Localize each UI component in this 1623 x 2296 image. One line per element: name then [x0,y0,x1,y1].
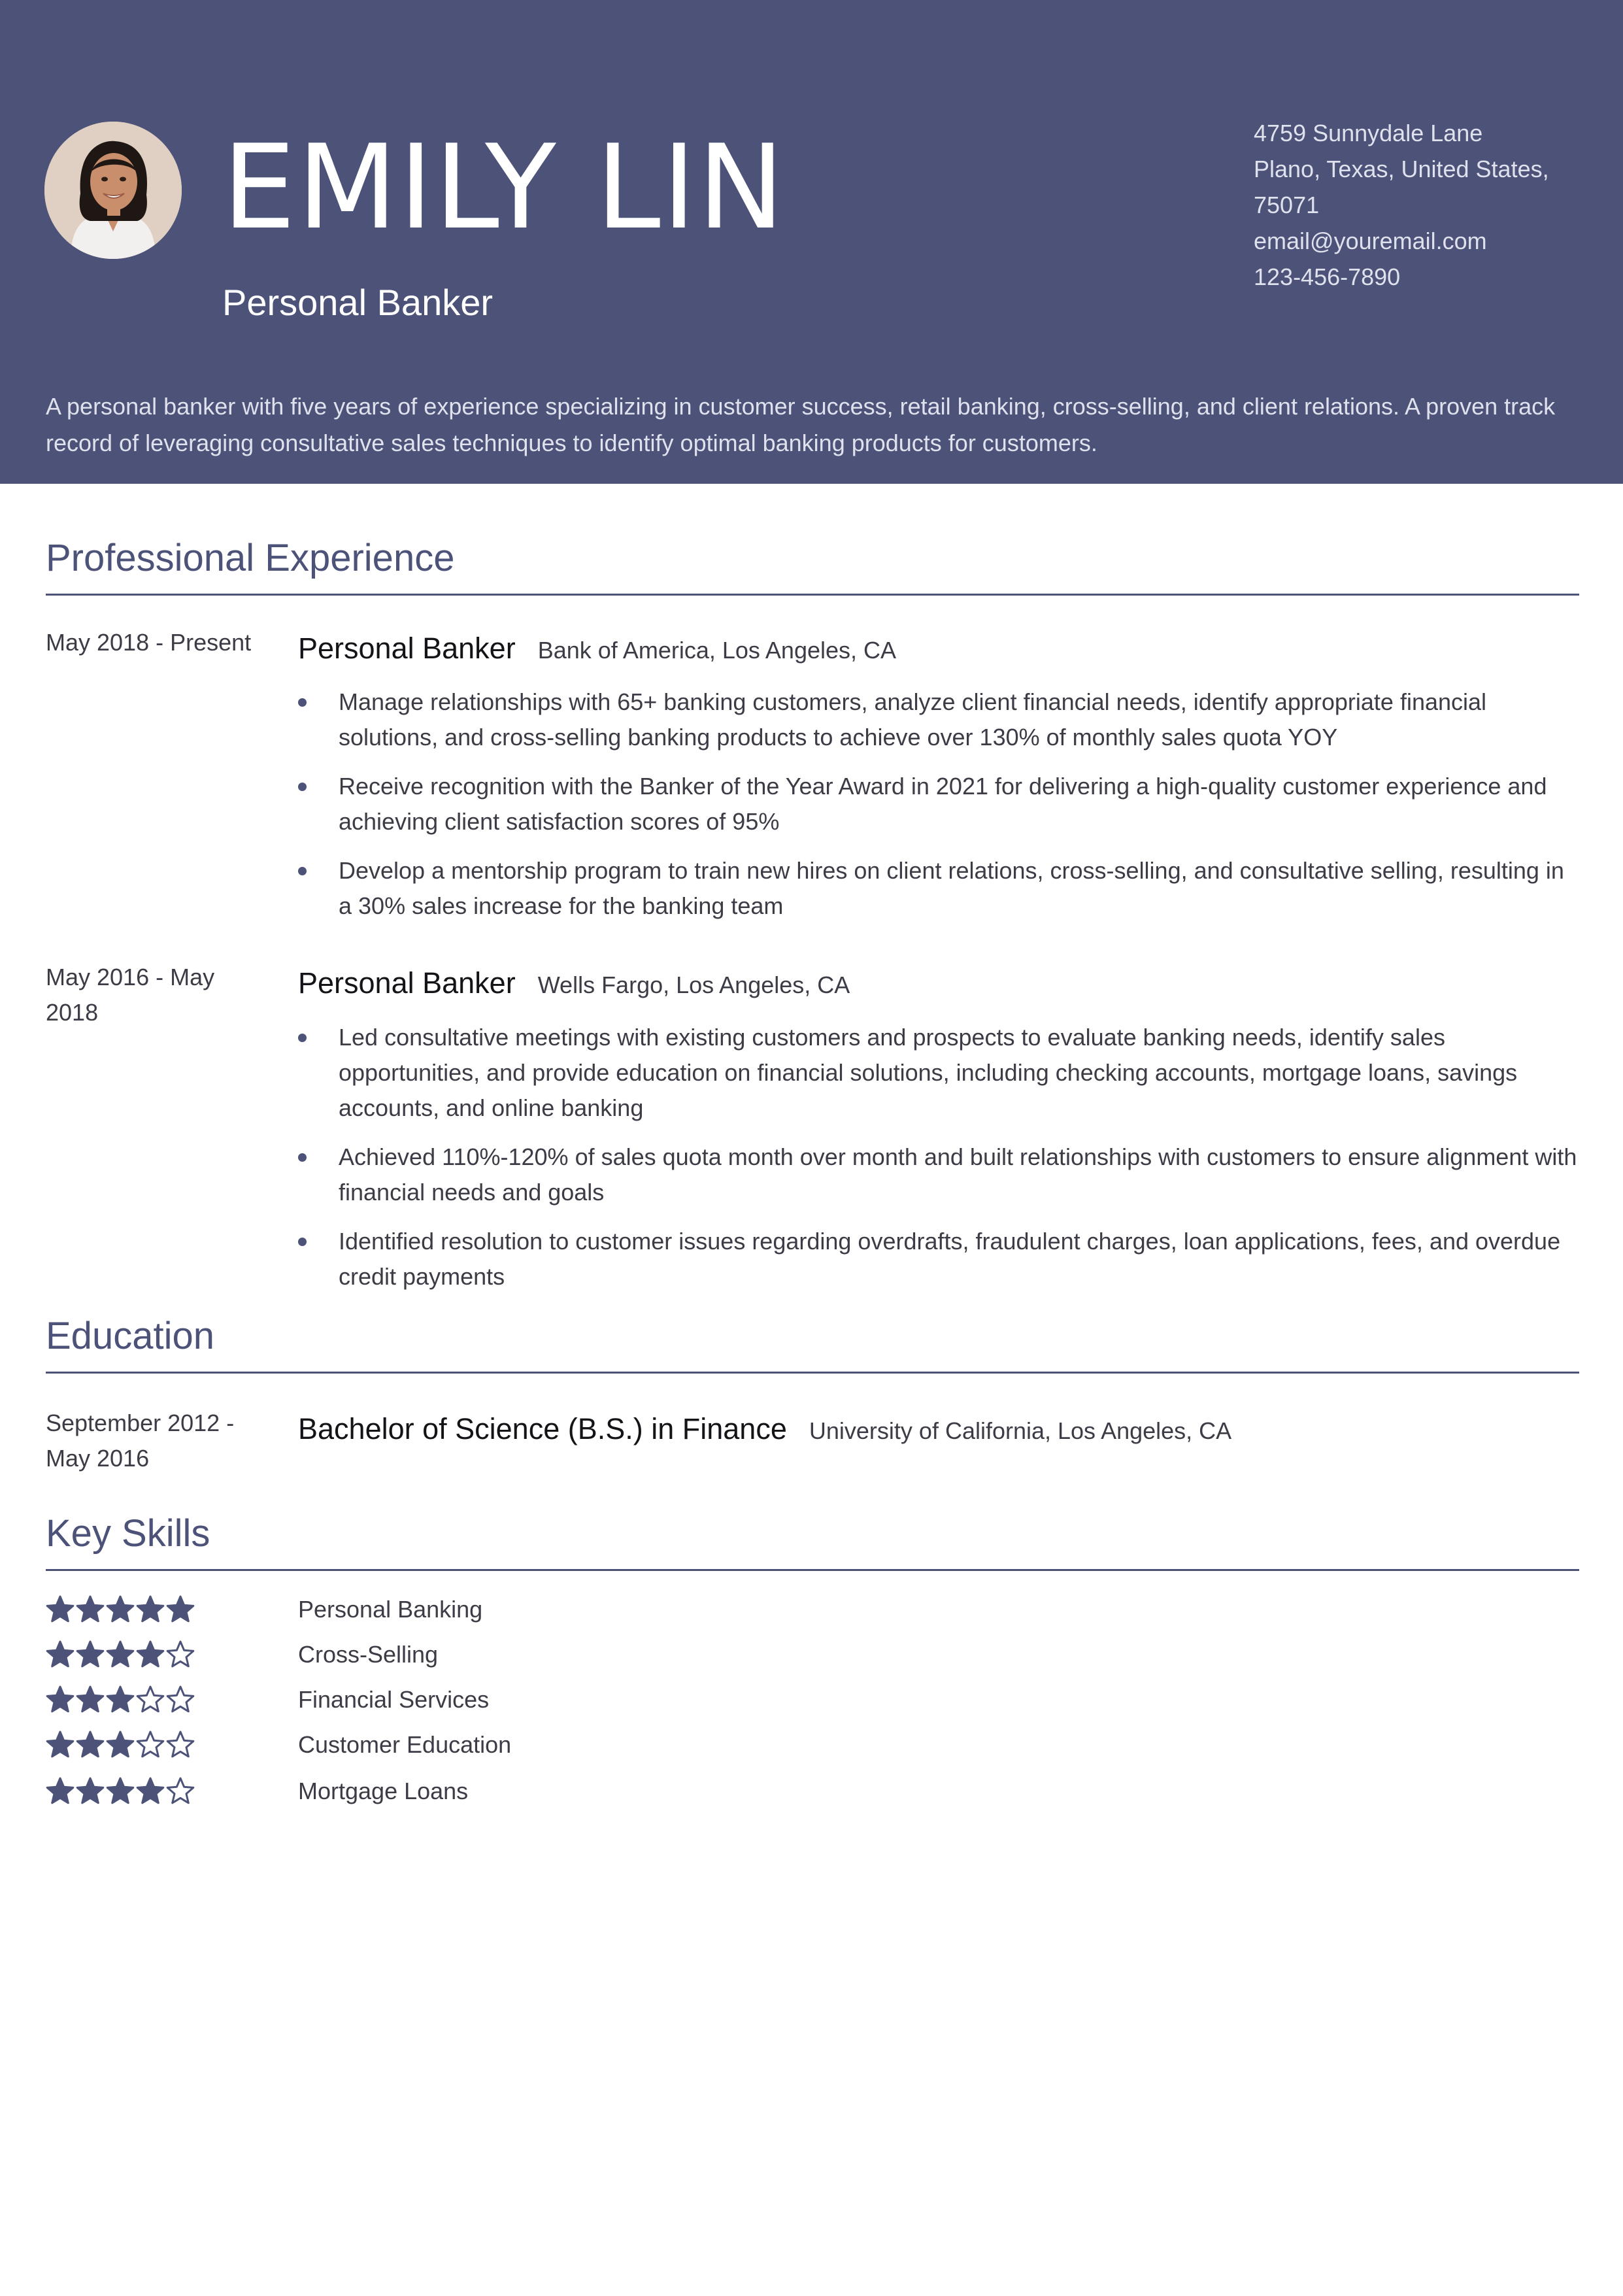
job-dates: May 2016 - May 2018 [46,964,215,1026]
star-filled-icon [46,1777,75,1806]
bullet-icon [298,783,307,791]
education-header [298,1410,1231,1451]
star-filled-icon [76,1640,105,1669]
skills-divider [46,1569,1579,1571]
skill-rating [46,1640,196,1669]
bullet-icon [298,1238,307,1246]
bullet-icon [298,1034,307,1042]
list-item [298,769,1579,839]
star-filled-icon [136,1640,165,1669]
list-item [298,684,1579,755]
star-filled-icon [136,1777,165,1806]
bullet-text: Led consultative meetings with existing customers and prospects to evaluate banking needs, identify sales opportunities, and provide education on financial solutions, including checking accounts, mortgage loans, savings accounts, and online banking [339,1024,1518,1121]
experience-divider [46,594,1579,596]
star-filled-icon [76,1685,105,1714]
skill-rating [46,1730,196,1759]
list-item [298,1140,1579,1210]
star-filled-icon [76,1777,105,1806]
bullet-text: Identified resolution to customer issues regarding overdrafts, fraudulent charges, loan applications, fees, and overdue credit payments [339,1228,1561,1290]
candidate-job-title: Personal Banker [222,282,494,323]
bullet-icon [298,1153,307,1162]
bullet-text: Achieved 110%-120% of sales quota month over month and built relationships with customers to ensure alignment with financial needs and goals [339,1143,1577,1206]
job-organization: Wells Fargo, Los Angeles, CA [537,971,850,998]
star-filled-icon [136,1595,165,1624]
skill-name: Personal Banking [298,1596,483,1623]
star-outline-icon [166,1730,195,1759]
star-filled-icon [106,1777,135,1806]
profile-summary: A personal banker with five years of experience specializing in customer success, retail banking, cross-selling, and client relations. A proven track record of leveraging consultative sales techniques to identify optimal banking products for customers. [46,393,1556,456]
degree-name: Bachelor of Science (B.S.) in Finance [298,1412,787,1445]
star-filled-icon [46,1685,75,1714]
star-filled-icon [106,1640,135,1669]
skill-row [46,1773,699,1812]
bullet-icon [298,698,307,707]
star-outline-icon [166,1777,195,1806]
star-filled-icon [106,1685,135,1714]
job-bullets [298,684,1579,937]
education-divider [46,1372,1579,1374]
list-item [298,1020,1579,1126]
bullet-icon [298,867,307,875]
education-dates: September 2012 - May 2016 [46,1410,235,1472]
skill-rating [46,1777,196,1806]
address-line-2: Plano, Texas, United States, [1254,156,1549,182]
person-portrait-icon [44,122,182,259]
star-filled-icon [106,1595,135,1624]
bullet-text: Receive recognition with the Banker of the Year Award in 2021 for delivering a high-quality customer experience and achieving client satisfaction scores of 95% [339,773,1547,835]
job-organization: Bank of America, Los Angeles, CA [537,637,897,664]
job-role: Personal Banker [298,632,516,665]
skill-row [46,1681,699,1721]
list-item [298,1224,1579,1294]
star-outline-icon [136,1730,165,1759]
star-filled-icon [106,1730,135,1759]
job-role: Personal Banker [298,966,516,1000]
skill-row [46,1727,699,1766]
skills-heading: Key Skills [46,1512,210,1555]
skill-name: Cross-Selling [298,1641,439,1668]
star-filled-icon [46,1640,75,1669]
experience-heading: Professional Experience [46,537,455,579]
skill-name: Customer Education [298,1731,512,1758]
postal-code: 75071 [1254,192,1320,218]
star-filled-icon [46,1730,75,1759]
skill-row [46,1636,699,1676]
email-address: email@youremail.com [1254,228,1487,254]
job-header [298,629,896,670]
education-heading: Education [46,1315,214,1357]
star-filled-icon [46,1595,75,1624]
school-name: University of California, Los Angeles, CA [809,1417,1232,1444]
star-filled-icon [76,1730,105,1759]
profile-photo [44,122,182,259]
star-outline-icon [166,1685,195,1714]
job-dates: May 2018 - Present [46,629,252,656]
skill-row [46,1591,699,1630]
star-filled-icon [76,1595,105,1624]
bullet-text: Develop a mentorship program to train new hires on client relations, cross-selling, and consultative selling, resulting in a 30% sales increase for the banking team [339,857,1564,919]
job-header [298,964,850,1005]
skill-rating [46,1595,196,1624]
skill-name: Mortgage Loans [298,1778,469,1804]
bullet-text: Manage relationships with 65+ banking customers, analyze client financial needs, identify appropriate financial solutions, and cross-selling banking products to achieve over 130% of monthly sales quota YOY [339,688,1487,751]
address-line-1: 4759 Sunnydale Lane [1254,120,1483,146]
resume-header [0,0,1623,484]
star-outline-icon [166,1640,195,1669]
phone-number: 123-456-7890 [1254,263,1401,290]
candidate-name: EMILY LIN [222,120,786,255]
star-outline-icon [136,1685,165,1714]
star-filled-icon [166,1595,195,1624]
skill-rating [46,1685,196,1714]
skill-name: Financial Services [298,1686,490,1713]
job-bullets [298,1020,1579,1308]
list-item [298,853,1579,924]
contact-block [1254,115,1607,295]
